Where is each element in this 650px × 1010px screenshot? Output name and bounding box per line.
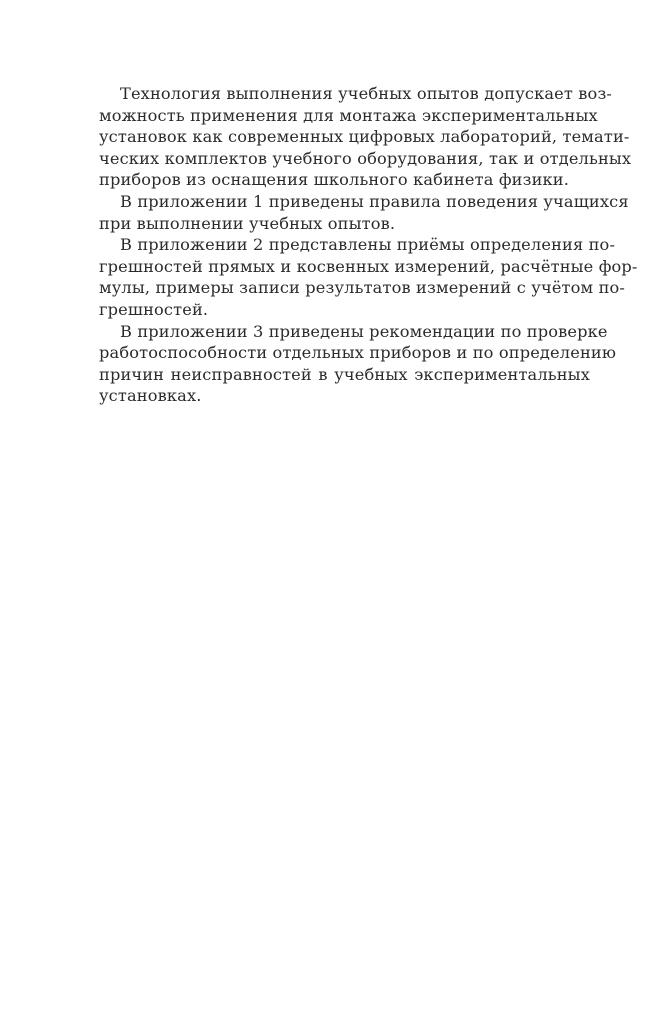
text-line: грешностей прямых и косвенных измерений, расчётные фор- [99,256,638,276]
paragraph-appendix-1 [99,191,629,234]
text-line: В приложении 3 приведены рекомендации по проверке [120,321,608,341]
text-line: приборов из оснащения школьного кабинета физики. [99,170,570,190]
text-line: установок как современных цифровых лабораторий, темати- [99,127,630,147]
text-line: грешностей. [99,299,209,319]
text-line: мулы, примеры записи результатов измерений с учётом по- [99,278,626,298]
text-line: можность применения для монтажа экспериментальных [99,105,598,125]
paragraph-appendix-3 [99,321,617,407]
paragraph-appendix-2 [99,234,638,320]
text-line: Технология выполнения учебных опытов допускает воз- [120,84,613,103]
text-line: ческих комплектов учебного оборудования, так и отдельных [99,148,632,168]
text-line: установках. [99,386,202,406]
text-line: В приложении 1 приведены правила поведения учащихся [120,191,629,211]
text-line: работоспособности отдельных приборов и по определению [99,343,617,363]
text-line: В приложении 2 представлены приёмы определения по- [120,235,616,255]
text-line: причин неисправностей в учебных экспериментальных [99,364,590,384]
text-line: при выполнении учебных опытов. [99,213,396,233]
document-page [99,83,638,407]
paragraph-technology [99,83,632,191]
